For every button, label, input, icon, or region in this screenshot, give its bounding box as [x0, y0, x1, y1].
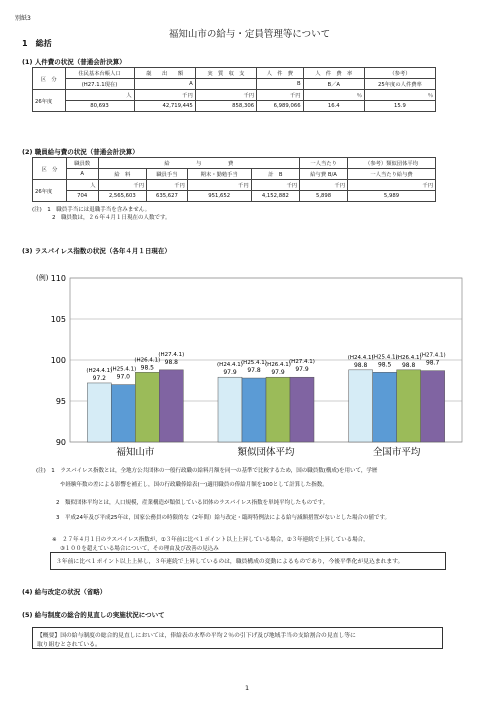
note-line: や経験年数の差による影響を補正し，国の行政職俸給表(一)適用職員の俸給月額を100として計算した指数。 [60, 482, 328, 488]
heading-salary-revision: (4) 給与改定の状況（省略） [22, 588, 107, 596]
t1-h-kubun: 区 分 [33, 68, 66, 90]
t1-unit: 千円 [257, 90, 304, 101]
t2-h2: 期末・勤勉手当 [187, 169, 251, 180]
t2-unit: 千円 [98, 180, 146, 191]
t2-h-staff: 職員数 [66, 158, 98, 169]
heading-salary-cost: (2) 職員給与費の状況（普通会計決算） [22, 148, 139, 156]
bar [290, 377, 314, 442]
point-label: (H26.4.1) [265, 362, 291, 369]
t1-h2-a: A [134, 79, 195, 90]
t1-h-personnel: 人 件 費 [257, 68, 304, 79]
y-tick-label: 110 [50, 274, 66, 283]
t2-unit: 千円 [251, 180, 299, 191]
t2-unit: 千円 [147, 180, 188, 191]
bar [87, 383, 111, 442]
annex-label: 別紙3 [15, 15, 31, 22]
bar [159, 370, 183, 442]
bar [266, 377, 290, 442]
note-line: ※ ２７年４月１日のラスパイレス指数が，①３年前に比べ１ポイント以上上昇している場合，②３年連続で上昇している場合， [52, 537, 369, 543]
t2-h2: A [66, 169, 98, 180]
note-line: (注) 1 職員手当には退職手当を含みません。 [32, 207, 151, 213]
t2-h-per: 一人当たり [300, 158, 348, 169]
note-line: (注) 1 ラスパイレス指数とは，全地方公共団体の一般行政職の給料月額を同一の基準で比較するため，国の職員数(構成)を用いて，学歴 [36, 468, 378, 474]
t2-unit: 千円 [187, 180, 251, 191]
point-label: (H26.4.1) [395, 354, 422, 361]
data-label: 97.2 [92, 374, 107, 382]
t2-cell: 635,627 [147, 191, 188, 202]
t2-h2: 給 料 [98, 169, 146, 180]
point-label: (H25.4.1) [371, 354, 398, 361]
bar [242, 378, 266, 442]
point-label: (H24.4.1) [347, 354, 374, 361]
t2-cell: 704 [66, 191, 98, 202]
note-line: 3 平成24年及び平成25年は，国家公務員の時限的な（2年間）給与改定・臨時特例法による給与減額措置がないとした場合の値です。 [56, 515, 391, 521]
t1-cell: 858,306 [195, 101, 256, 112]
t1-h2-date: (H27.1.1現在) [65, 79, 134, 90]
t2-unit: 千円 [300, 180, 348, 191]
data-label: 97.8 [247, 367, 261, 375]
data-label: 98.5 [377, 361, 392, 369]
point-label: (H27.4.1) [289, 359, 315, 366]
data-label: 97.9 [271, 369, 285, 377]
x-category-label: 全国市平均 [372, 447, 421, 458]
point-label: (H26.4.1) [134, 357, 161, 364]
data-label: 98.8 [401, 361, 416, 369]
t1-unit: ％ [303, 90, 364, 101]
point-label: (H24.4.1) [86, 367, 113, 374]
t2-cell: 2,565,603 [98, 191, 146, 202]
bar [349, 370, 373, 442]
t1-h-ref: （参考） [364, 68, 435, 79]
t2-h-salary: 給 与 費 [98, 158, 300, 169]
t2-h2: 職員手当 [147, 169, 188, 180]
page-title: 福知山市の給与・定員管理等について [168, 29, 331, 40]
t1-unit: 千円 [195, 90, 256, 101]
section-heading: 1 総括 [22, 39, 52, 48]
bar [135, 372, 159, 442]
bar [397, 370, 421, 442]
t1-unit: 人 [65, 90, 134, 101]
t2-year: 26年度 [33, 180, 67, 202]
t1-h2-blank [195, 79, 256, 90]
bar [218, 377, 242, 442]
explanation-text: ３年前に比べ１ポイント以上上昇し，３年連続で上昇しているのは，職員構成の変動によるものであり，今後平準化が見込まれます。 [56, 559, 404, 565]
x-category-label: 類似団体平均 [237, 447, 295, 458]
t1-cell: 16.4 [303, 101, 364, 112]
t2-h-ref: （参考）類似団体平均 [348, 158, 436, 169]
note-line: 2 職員数は，２６年４月１日現在の人数です。 [52, 215, 171, 221]
overview-text: 取り組むとされている。 [37, 642, 101, 648]
x-category-label: 福知山市 [116, 447, 155, 458]
t1-cell: 42,719,445 [134, 101, 195, 112]
personnel-cost-table [32, 67, 436, 112]
point-label: (H24.4.1) [217, 362, 243, 369]
t1-h-population: 住民基本台帳人口 [65, 68, 134, 79]
point-label: (H27.4.1) [419, 352, 446, 359]
t1-year: 26年度 [33, 90, 66, 112]
data-label: 97.9 [223, 369, 237, 377]
t1-h-balance: 実 質 収 支 [195, 68, 256, 79]
t2-cell: 4,152,882 [251, 191, 299, 202]
note-line: ③１００を超えている場合について，その理由及び改善の見込み [60, 546, 219, 552]
data-label: 98.8 [353, 361, 368, 369]
bar [111, 385, 135, 442]
t2-unit: 人 [66, 180, 98, 191]
y-tick-label: 95 [55, 397, 66, 406]
t1-h2-ba: B／A [303, 79, 364, 90]
bar [373, 372, 397, 442]
t1-unit: 千円 [134, 90, 195, 101]
bar [421, 371, 445, 442]
t1-unit: ％ [364, 90, 435, 101]
data-label: 98.8 [164, 358, 179, 366]
note-line: 2 類似団体平均とは，人口規模，産業構造が類似している団体のラスパイレス指数を単純平均したものです。 [56, 500, 329, 506]
point-label: (H25.4.1) [110, 366, 137, 373]
point-label: (H27.4.1) [158, 351, 185, 358]
explanation-box [50, 552, 446, 570]
t1-h2-ref: 25年度の人件費率 [364, 79, 435, 90]
t2-unit: 千円 [348, 180, 436, 191]
overview-box [32, 627, 443, 649]
overview-text: 【概要】国の給与制度の総合的見直しにおいては，俸給表の水準の平均２％の引下げ及び地域手当の支給割合の見直し等に [37, 633, 356, 639]
laspeyres-chart [32, 262, 472, 458]
t2-cell: 5,898 [300, 191, 348, 202]
t2-h2: 計 B [251, 169, 299, 180]
data-label: 98.7 [425, 359, 440, 367]
t1-cell: 6,989,066 [257, 101, 304, 112]
y-tick-label: 90 [55, 438, 66, 447]
point-label: (H25.4.1) [241, 360, 267, 367]
t2-h-kubun: 区 分 [33, 158, 67, 180]
data-label: 97.9 [295, 366, 309, 374]
heading-comprehensive-review: (5) 給与制度の総合的見直しの実施状況について [22, 611, 165, 619]
t1-h-ratio: 人 件 費 率 [303, 68, 364, 79]
t2-h2: 給与費 B/A [300, 169, 348, 180]
t2-cell: 951,652 [187, 191, 251, 202]
heading-personnel-cost: (1) 人件費の状況（普通会計決算） [22, 58, 126, 66]
y-tick-label: 105 [50, 315, 66, 324]
t1-cell: 80,693 [65, 101, 134, 112]
t2-cell: 5,989 [348, 191, 436, 202]
t2-h2: 一人当たり給与費 [348, 169, 436, 180]
t1-h2-b: B [257, 79, 304, 90]
data-label: 97.0 [116, 373, 131, 381]
t1-h-expenditure: 歳 出 額 [134, 68, 195, 79]
data-label: 98.5 [140, 364, 155, 372]
y-axis-label: (例) [36, 274, 49, 282]
page-number: 1 [245, 684, 250, 692]
t1-cell: 15.9 [364, 101, 435, 112]
salary-cost-table [32, 157, 436, 202]
y-tick-label: 100 [50, 356, 66, 365]
heading-laspeyres: (3) ラスパイレス指数の状況（各年４月１日現在） [22, 247, 171, 255]
